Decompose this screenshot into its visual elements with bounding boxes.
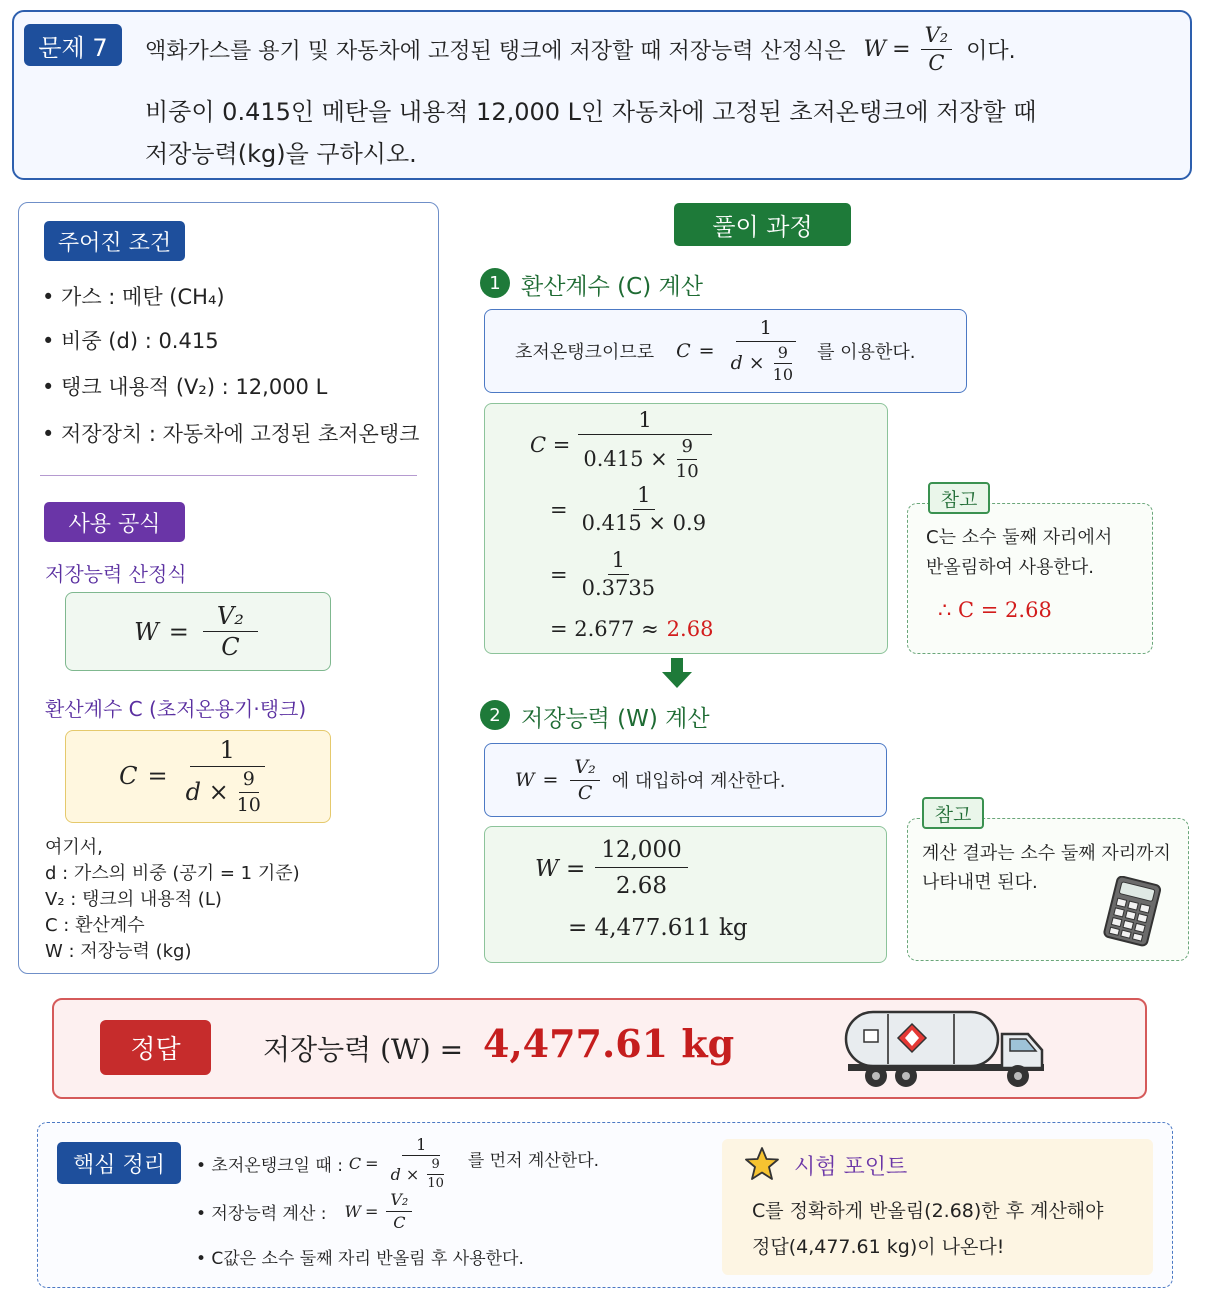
step-2-title: 저장능력 (W) 계산 [521,706,710,732]
note-1-tag: 참고 [928,482,990,514]
d-times: d × [390,1164,420,1184]
note-2-line-1: 계산 결과는 소수 둘째 자리까지 [922,843,1171,864]
equals-sign: = [147,762,168,791]
note-1-line-1: C는 소수 둘째 자리에서 [926,527,1113,548]
one-numerator: 1 [736,318,796,342]
c-equals: C = [530,433,571,458]
conversion-denominator [387,1156,456,1192]
note-1-result: ∴ C = 2.68 [938,598,1052,622]
ten: 10 [675,460,699,482]
calc-2-row-1 [535,838,692,900]
step-2-formula [515,757,604,804]
calc-1-fraction-2 [578,484,710,535]
storage-formula-title: 저장능력 산정식 [45,562,187,586]
w-symbol: W [515,769,535,791]
step-1-number: 1 [480,268,510,298]
c-denominator: C [928,51,945,76]
problem-line-1 [145,24,1016,75]
w-symbol: W [344,1201,361,1221]
given-item-volume: • 탱크 내용적 (V₂) : 12,000 L [42,375,328,399]
note-2-line-2: 나타내면 된다. [922,872,1038,893]
problem-line-1-suffix: 이다. [966,39,1016,65]
exam-point-title: 시험 포인트 [794,1155,908,1180]
where-title: 여기서, [45,837,103,858]
calc-1-fraction-1 [578,409,711,482]
calc-2-fraction [595,838,687,900]
equals-sign: = [542,769,559,791]
answer-label: 저장능력 (W) = [263,1033,464,1066]
given-item-device: • 저장장치 : 자동차에 고정된 초저온탱크 [42,422,420,446]
nine: 9 [774,344,792,365]
one-numerator: 1 [578,409,711,435]
equals-sign: = [365,1154,379,1174]
result-value: 2.68 [666,617,714,641]
solution-tag: 풀이 과정 [674,203,851,246]
c-symbol: C [676,339,691,362]
denominator-3: 0.3735 [581,576,656,601]
w-equals: W = [535,855,586,882]
step-1-title: 환산계수 (C) 계산 [521,274,703,300]
calc-1-result [550,617,713,641]
equals-sign: = [550,497,568,522]
denominator-2: 0.415 × 0.9 [581,511,707,536]
where-item-v2: V₂ : 탱크의 내용적 (L) [45,889,222,910]
v2-over-c-fraction [570,757,599,804]
exam-point-line-1: C를 정확하게 반올림(2.68)한 후 계산해야 [752,1200,1104,1222]
exam-point-line-2: 정답(4,477.61 kg)이 나온다! [752,1236,1005,1258]
ten: 10 [236,793,261,816]
summary-tag: 핵심 정리 [57,1142,181,1184]
summary-formula-w [345,1191,417,1231]
summary-item-2-prefix: • 저장능력 계산 : [196,1203,327,1224]
c-symbol: C [348,1154,362,1174]
nine-tenths-fraction [423,1158,448,1192]
conversion-denominator [182,767,273,816]
conversion-fraction [727,318,805,384]
one-numerator: 1 [608,549,629,575]
calc-2-numerator: 12,000 [595,838,687,868]
one-numerator: 1 [402,1136,440,1156]
given-item-specific-gravity: • 비중 (d) : 0.415 [42,329,219,353]
conversion-factor-title: 환산계수 C (초저온용기·탱크) [45,697,307,721]
summary-item-3: • C값은 소수 둘째 자리 반올림 후 사용한다. [196,1249,524,1269]
den-1-text: 0.415 × [583,446,668,471]
given-conditions-tag: 주어진 조건 [44,221,185,261]
calc-1-row-3 [550,549,663,600]
summary-item-1-suffix: 를 먼저 계산한다. [467,1151,600,1171]
conversion-fraction [387,1136,456,1191]
answer-tag: 정답 [100,1020,211,1075]
nine: 9 [677,437,696,460]
c-denominator: C [577,781,593,804]
formula-tag: 사용 공식 [44,502,185,542]
ten: 10 [427,1175,444,1191]
conversion-formula-box [65,730,331,823]
v2-numerator: V₂ [570,757,599,781]
note-2-tag: 참고 [922,797,984,829]
conversion-fraction [182,737,273,815]
note-1-line-2: 반올림하여 사용한다. [926,557,1094,578]
problem-line-1-text: 액화가스를 용기 및 자동차에 고정된 탱크에 저장할 때 저장능력 산정식은 [145,39,846,65]
step-2-formula-box [484,743,887,817]
v2-over-c-fraction [386,1191,412,1231]
w-symbol: W [134,617,159,646]
v2-numerator: V₂ [921,24,953,50]
one-numerator: 1 [633,484,654,510]
nine-tenths-fraction [672,437,703,482]
step-2-suffix: 에 대입하여 계산한다. [611,771,786,792]
answer-value: 4,477.61 kg [483,1021,735,1066]
problem-line-3: 저장능력(kg)을 구하시오. [145,140,417,168]
step-1-prefix: 초저온탱크이므로 [515,342,655,363]
summary-item-2 [196,1191,416,1231]
calc-1-row-2 [550,484,714,535]
v2-over-c-fraction [203,603,258,661]
calc-2-denominator: 2.68 [615,873,668,900]
calc-1-row-1 [530,409,716,482]
calc-2-result: = 4,477.611 kg [568,915,748,941]
storage-formula-box [65,592,331,671]
tanker-truck-icon [842,1006,1048,1092]
where-item-d: d : 가스의 비중 (공기 = 1 기준) [45,863,300,884]
summary-item-1-prefix: • 초저온탱크일 때 : [196,1156,343,1177]
c-denominator: C [221,633,240,661]
equals-sign: = [550,562,568,587]
star-icon [744,1146,780,1182]
given-item-gas: • 가스 : 메탄 (CH₄) [42,285,225,309]
problem-line-2: 비중이 0.415인 메탄을 내용적 12,000 L인 자동차에 고정된 초저온탱크에 저장할 때 [145,98,1037,126]
equals-sign: = [168,617,189,646]
nine-tenths-fraction [769,344,797,384]
nine-tenths-fraction [233,769,265,816]
step-1-suffix: 를 이용한다. [817,342,916,363]
summary-formula-c [349,1136,460,1191]
v2-numerator: V₂ [386,1191,412,1212]
denominator-1 [579,435,710,482]
one-numerator: 1 [190,737,265,766]
c-denominator: C [393,1212,406,1232]
result-prefix: = 2.677 ≈ [550,617,659,641]
d-times: d × [185,777,229,806]
summary-item-1 [196,1136,599,1191]
equals-sign: = [698,339,715,362]
d-times: d × [730,352,765,375]
nine: 9 [427,1158,443,1175]
equals-sign: = [892,37,911,63]
step-1-formula [676,318,809,384]
equals-sign: = [364,1201,379,1221]
problem-badge: 문제 7 [24,24,122,66]
arrow-down-icon [660,656,694,690]
nine: 9 [239,769,259,793]
v2-numerator: V₂ [203,603,258,632]
calc-1-fraction-3 [578,549,659,600]
conversion-denominator [727,342,805,384]
c-symbol: C [119,762,138,791]
v2-over-c-fraction [921,24,953,75]
calculator-icon [1100,876,1164,948]
divider [40,475,417,476]
where-item-c: C : 환산계수 [45,915,145,936]
where-item-w: W : 저장능력 (kg) [45,941,192,962]
w-symbol: W [863,37,887,63]
ten: 10 [772,365,794,385]
step-1-formula-box [484,309,967,393]
step-2-number: 2 [480,700,510,730]
